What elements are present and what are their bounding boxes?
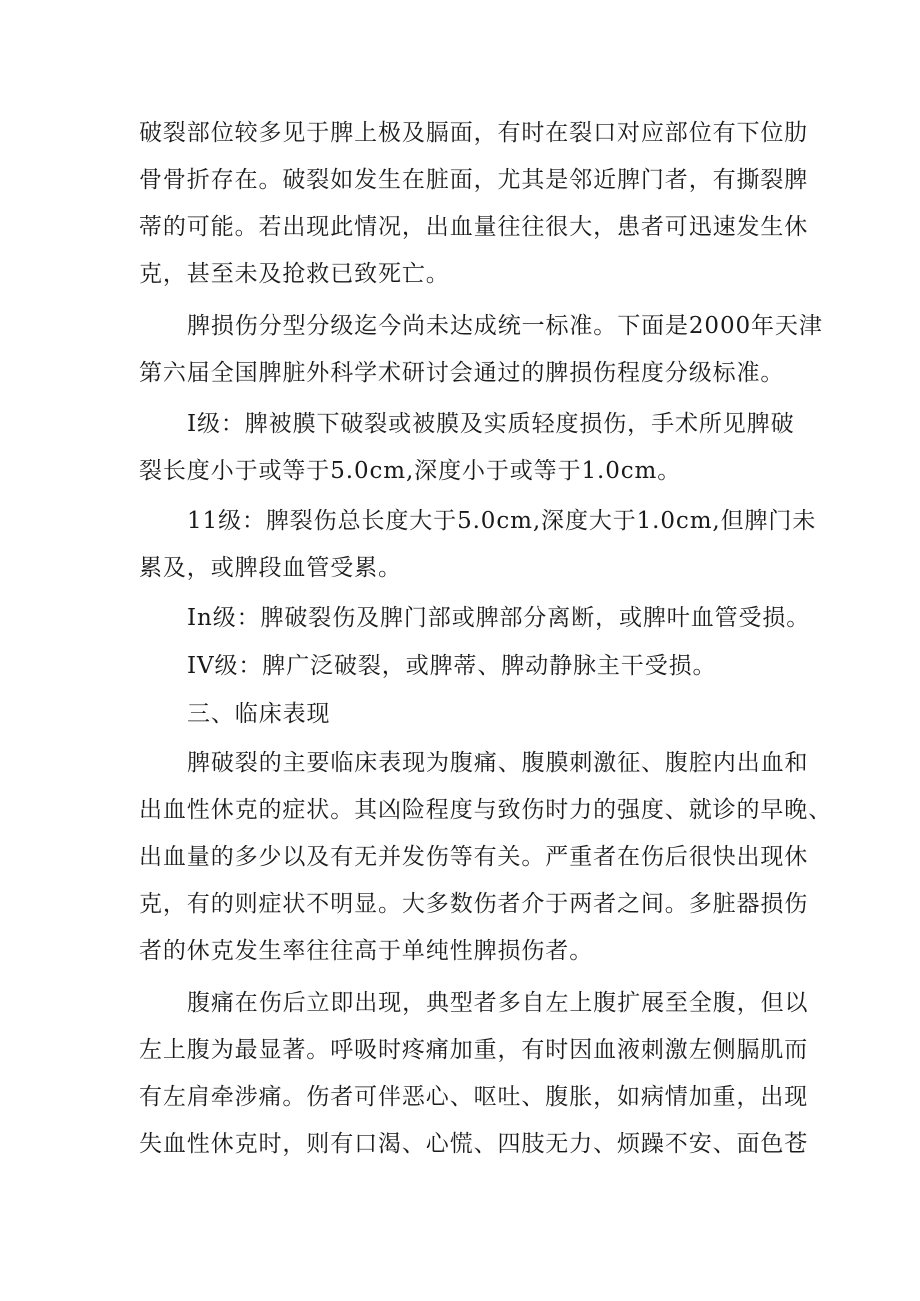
text-line: 左上腹为最显著。呼吸时疼痛加重，有时因血液刺激左侧膈肌而 xyxy=(139,1037,809,1063)
text-line: IV级：脾广泛破裂，或脾蒂、脾动静脉主干受损。 xyxy=(187,653,717,679)
text-line: 蒂的可能。若出现此情况，出血量往往很大，患者可迅速发生休 xyxy=(139,214,809,240)
text-line: 骨骨折存在。破裂如发生在脏面，尤其是邻近脾门者，有撕裂脾 xyxy=(139,167,809,193)
text-line: 裂长度小于或等于5.0cm,深度小于或等于1.0cm。 xyxy=(139,458,682,484)
section-heading: 三、临床表现 xyxy=(187,701,331,727)
text-line: 失血性休克时，则有口渴、心慌、四肢无力、烦躁不安、面色苍 xyxy=(139,1131,809,1157)
text-line: 出血量的多少以及有无并发伤等有关。严重者在伤后很快出现休 xyxy=(139,844,809,870)
text-line: 克，甚至未及抢救已致死亡。 xyxy=(139,261,450,287)
text-line: 克，有的则症状不明显。大多数伤者介于两者之间。多脏器损伤 xyxy=(139,891,809,917)
text-line: 腹痛在伤后立即出现，典型者多自左上腹扩展至全腹，但以 xyxy=(187,990,809,1016)
text-line: 11级：脾裂伤总长度大于5.0cm,深度大于1.0cm,但脾门未 xyxy=(187,508,817,534)
text-line: 破裂部位较多见于脾上极及膈面，有时在裂口对应部位有下位肋 xyxy=(139,120,809,146)
text-line: 脾损伤分型分级迄今尚未达成统一标准。下面是2000年天津 xyxy=(187,313,823,339)
text-line: 出血性休克的症状。其凶险程度与致伤时力的强度、就诊的早晚、 xyxy=(139,797,833,823)
text-line: In级：脾破裂伤及脾门部或脾部分离断，或脾叶血管受损。 xyxy=(187,605,811,631)
text-line: 累及，或脾段血管受累。 xyxy=(139,555,402,581)
text-line: I级：脾被膜下破裂或被膜及实质轻度损伤，手术所见脾破 xyxy=(187,411,795,437)
text-line: 第六届全国脾脏外科学术研讨会通过的脾损伤程度分级标准。 xyxy=(139,360,785,386)
text-line: 者的休克发生率往往高于单纯性脾损伤者。 xyxy=(139,938,594,964)
text-line: 有左肩牵涉痛。伤者可伴恶心、呕吐、腹胀，如病情加重，出现 xyxy=(139,1084,809,1110)
text-line: 脾破裂的主要临床表现为腹痛、腹膜刺激征、腹腔内出血和 xyxy=(187,750,809,776)
